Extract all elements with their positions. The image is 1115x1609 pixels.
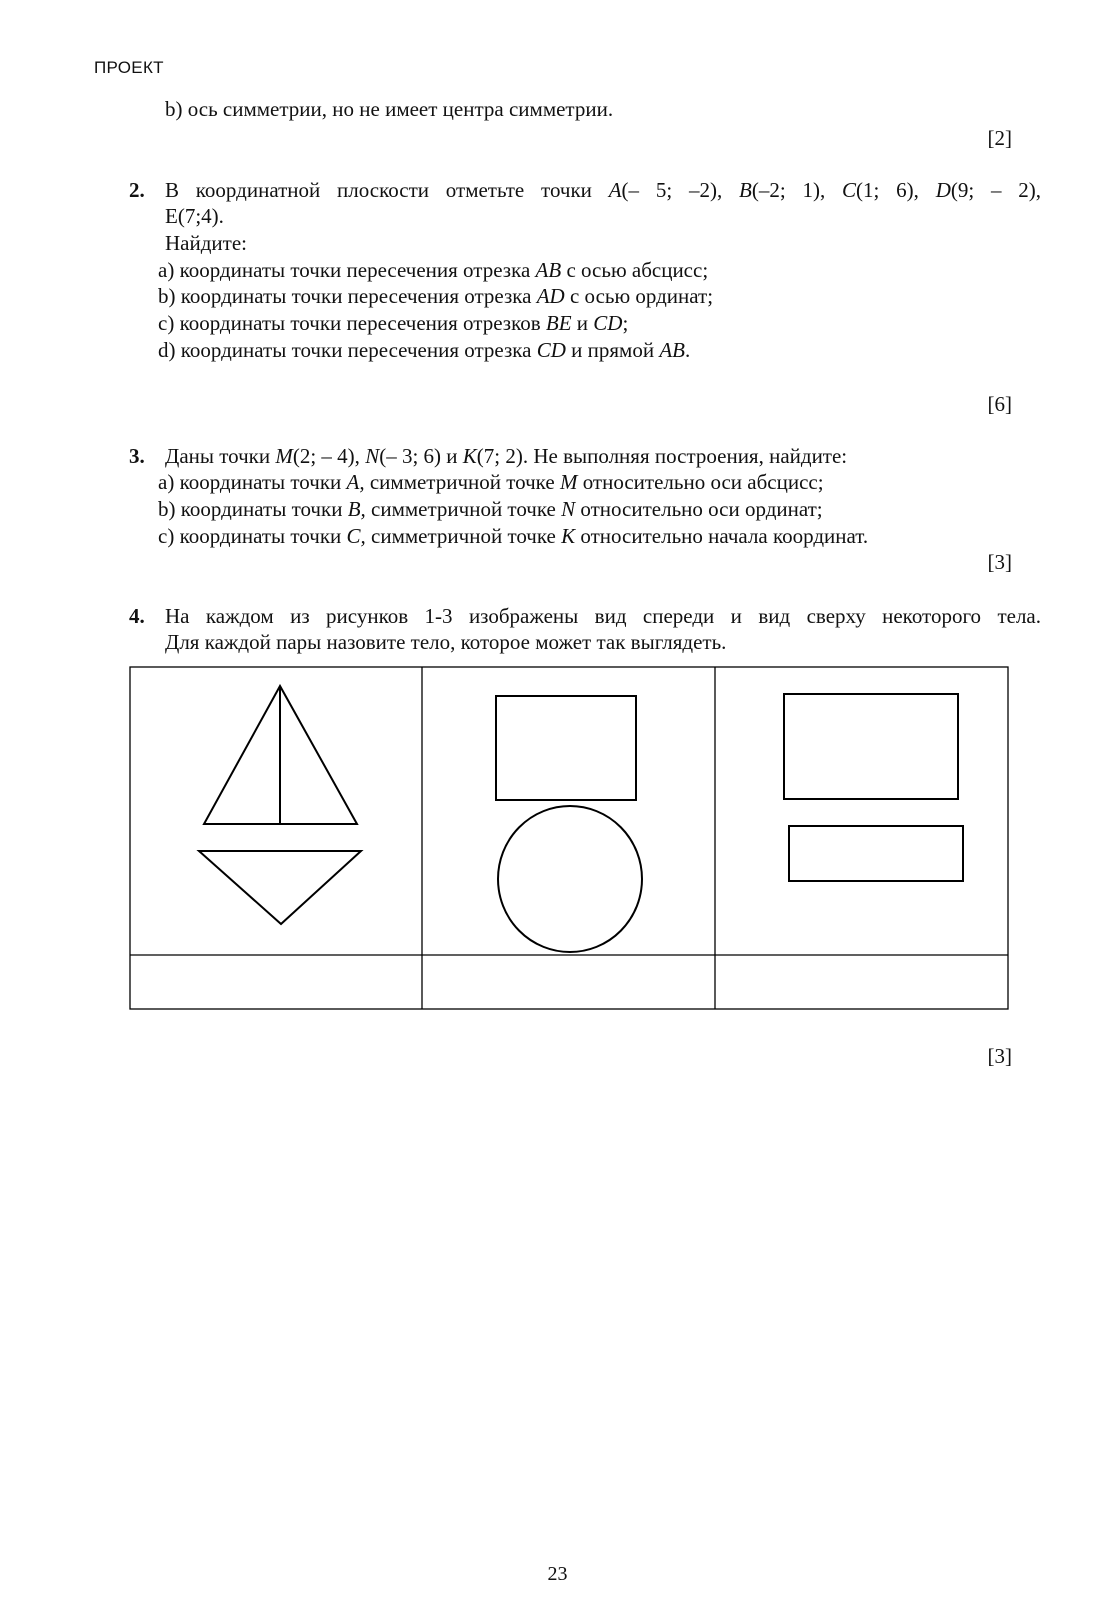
task4-number: 4.	[129, 604, 145, 628]
draft-label: ПРОЕКТ	[94, 58, 164, 77]
page-number: 23	[547, 1563, 568, 1585]
task4-line2: Для каждой пары назовите тело, которое может так выглядеть.	[165, 630, 727, 654]
task3-number: 3.	[129, 444, 145, 468]
task2-score: [6]	[987, 392, 1012, 416]
task2-item-c: c) координаты точки пересечения отрезков BE и CD;	[158, 311, 629, 335]
task2-point-e: E(7;4).	[165, 204, 224, 228]
task4-line1: На каждом из рисунков 1-3 изображены вид спереди и вид сверху некоторого тела.	[165, 604, 1041, 628]
task3-intro: Даны точки M(2; – 4), N(– 3; 6) и K(7; 2). Не выполняя построения, найдите:	[165, 444, 848, 468]
task3-item-c: c) координаты точки C, симметричной точке K относительно начала координат.	[158, 524, 869, 548]
task4-score: [3]	[987, 1044, 1012, 1068]
task1-item-b: b) ось симметрии, но не имеет центра симметрии.	[165, 97, 614, 121]
task2-number: 2.	[129, 178, 145, 202]
task2-item-d: d) координаты точки пересечения отрезка CD и прямой AB.	[158, 338, 691, 362]
figure2-front-rectangle	[496, 696, 636, 800]
task2-find: Найдите:	[165, 231, 247, 255]
task2-item-a: a) координаты точки пересечения отрезка AB с осью абсцисс;	[158, 258, 709, 282]
task1-score: [2]	[987, 126, 1012, 150]
task2-intro: В координатной плоскости отметьте точки A(– 5; –2), B(–2; 1), C(1; 6), D(9; – 2),	[165, 178, 1042, 202]
task2-item-b: b) координаты точки пересечения отрезка AD с осью ординат;	[158, 284, 714, 308]
task3-item-b: b) координаты точки B, симметричной точке N относительно оси ординат;	[158, 497, 823, 521]
figure3-top-rectangle	[789, 826, 963, 881]
figure1-top-triangle	[199, 851, 361, 924]
task3-item-a: a) координаты точки A, симметричной точке M относительно оси абсцисс;	[158, 470, 824, 494]
figure2-top-circle	[498, 806, 642, 952]
task3-score: [3]	[987, 550, 1012, 574]
figure3-front-rectangle	[784, 694, 958, 799]
